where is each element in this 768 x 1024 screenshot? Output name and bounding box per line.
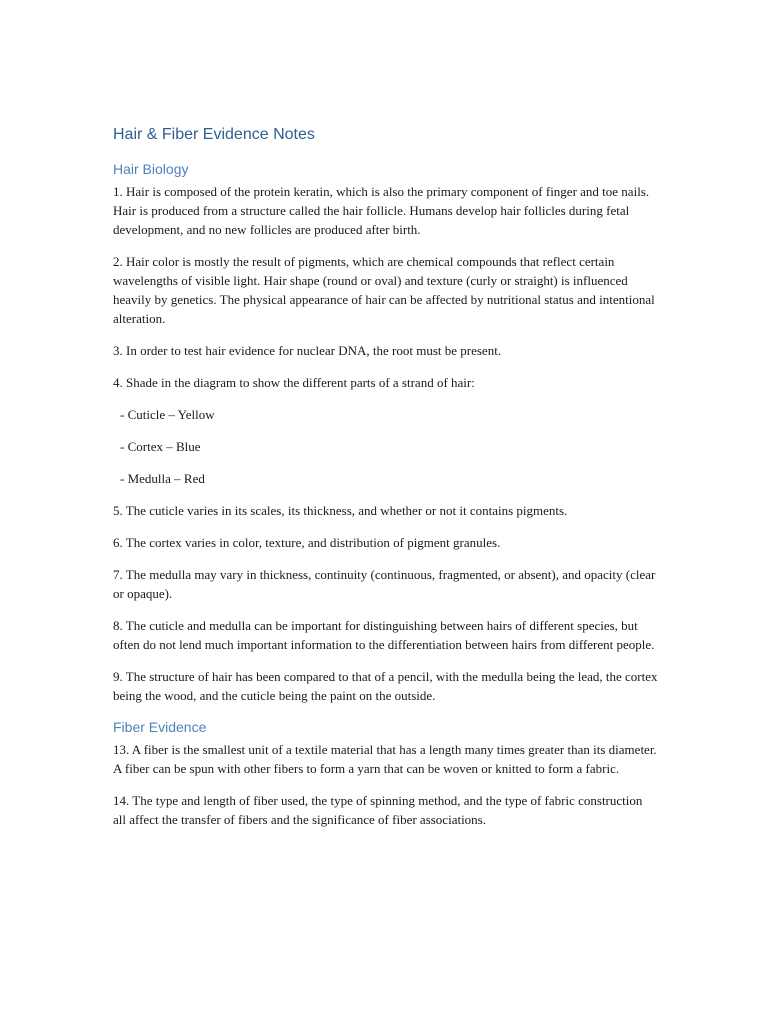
list-item-cortex: - Cortex – Blue <box>120 439 201 454</box>
fiber-evidence-heading: Fiber Evidence <box>113 719 207 735</box>
hair-biology-heading: Hair Biology <box>113 161 189 177</box>
list-item-medulla: - Medulla – Red <box>120 471 205 486</box>
paragraph-14: 14. The type and length of fiber used, the type of spinning method, and the type of fabric construction all affect the transfer of fibers and the significance of fiber associations. <box>113 793 643 827</box>
paragraph-13: 13. A fiber is the smallest unit of a textile material that has a length many times greater than its diameter. A fiber can be spun with other fibers to form a yarn that can be woven or knitted to form a fabric. <box>113 742 657 776</box>
fiber-evidence-section <box>113 718 658 829</box>
paragraph-2: 2. Hair color is mostly the result of pigments, which are chemical compounds that reflect certain wavelengths of visible light. Hair shape (round or oval) and texture (curly or straight) is influenced heavily by genetics. The physical appearance of hair can be affected by nutritional status and intentional alteration. <box>113 254 655 326</box>
hair-biology-section <box>113 160 658 705</box>
list-item-cuticle: - Cuticle – Yellow <box>120 407 215 422</box>
paragraph-6: 6. The cortex varies in color, texture, and distribution of pigment granules. <box>113 535 501 550</box>
paragraph-5: 5. The cuticle varies in its scales, its thickness, and whether or not it contains pigments. <box>113 503 568 518</box>
paragraph-8: 8. The cuticle and medulla can be important for distinguishing between hairs of different species, but often do not lend much important information to the differentiation between hairs from different people. <box>113 618 655 652</box>
paragraph-3: 3. In order to test hair evidence for nuclear DNA, the root must be present. <box>113 343 502 358</box>
document-page <box>113 124 658 842</box>
paragraph-9: 9. The structure of hair has been compared to that of a pencil, with the medulla being the lead, the cortex being the wood, and the cuticle being the paint on the outside. <box>113 669 658 703</box>
paragraph-1: 1. Hair is composed of the protein keratin, which is also the primary component of finger and toe nails. Hair is produced from a structure called the hair follicle. Humans develop hair follicles during fetal development, and no new follicles are produced after birth. <box>113 184 650 237</box>
document-title: Hair & Fiber Evidence Notes <box>113 126 315 143</box>
paragraph-7: 7. The medulla may vary in thickness, continuity (continuous, fragmented, or absent), and opacity (clear or opaque). <box>113 567 656 601</box>
paragraph-4: 4. Shade in the diagram to show the different parts of a strand of hair: <box>113 375 475 390</box>
